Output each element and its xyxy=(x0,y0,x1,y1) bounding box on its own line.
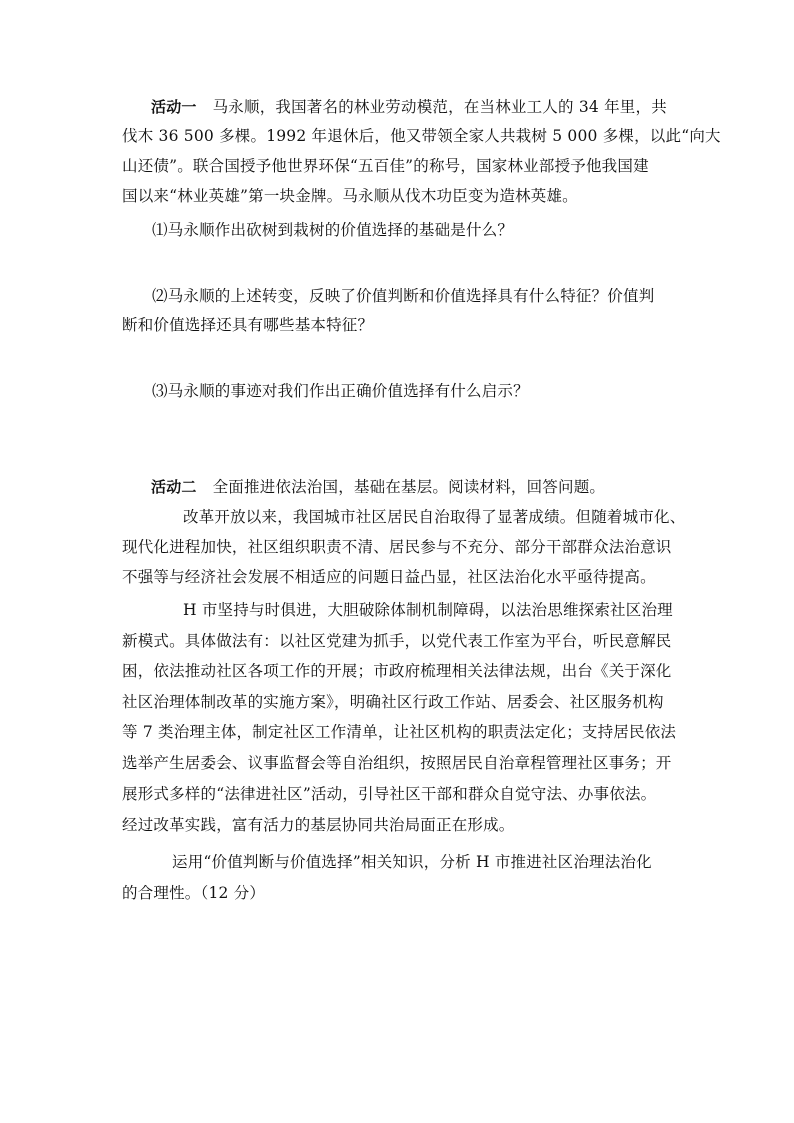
activity2-para1-line-3: 不强等与经济社会发展不相适应的问题日益凸显，社区法治化水平亟待提高。 xyxy=(122,568,656,586)
activity1-question-2-line-2: 断和价值选择还具有哪些基本特征？ xyxy=(122,316,374,334)
activity2-label: 活动二 xyxy=(151,478,197,496)
activity1-text-line-3: 山还债”。联合国授予他世界环保“五百佳”的称号，国家林业部授予他我国建 xyxy=(122,157,649,175)
activity2-para2-line-1: H 市坚持与时俱进，大胆破除体制机制障碍，以法治思维探索社区治理 xyxy=(183,601,673,619)
activity1-question-2-line-1: ⑵马永顺的上述转变，反映了价值判断和价值选择具有什么特征？价值判 xyxy=(152,287,655,305)
activity2-para2-line-6: 选举产生居委会、议事监督会等自治组织，按照居民自治章程管理社区事务；开 xyxy=(122,754,672,772)
activity2-intro: 全面推进依法治国，基础在基层。阅读材料，回答问题。 xyxy=(212,478,606,496)
activity1-question-3: ⑶马永顺的事迹对我们作出正确价值选择有什么启示？ xyxy=(152,382,529,400)
activity2-question-line-1: 运用“价值判断与价值选择”相关知识，分析 H 市推进社区治理法治化 xyxy=(172,853,652,871)
activity2-para2-line-5: 等 7 类治理主体，制定社区工作清单，让社区机构的职责法定化；支持居民依法 xyxy=(122,723,677,741)
activity1-text-line-2: 伐木 36 500 多棵。1992 年退休后，他又带领全家人共栽树 5 000 多棵，以此“向大 xyxy=(122,127,721,145)
activity1-label: 活动一 xyxy=(151,98,197,116)
activity1-text-line-4: 国以来“林业英雄”第一块金牌。马永顺从伐木功臣变为造林英雄。 xyxy=(122,187,578,205)
activity2-para2-line-2: 新模式。具体做法有：以社区党建为抓手，以党代表工作室为平台，听民意解民 xyxy=(122,632,672,650)
activity1-text-line-1: 马永顺，我国著名的林业劳动模范，在当林业工人的 34 年里，共 xyxy=(212,98,667,116)
activity2-para2-line-4: 社区治理体制改革的实施方案》，明确社区行政工作站、居委会、社区服务机构 xyxy=(122,693,664,711)
activity1-first-line xyxy=(151,97,667,117)
activity2-para2-line-3: 困，依法推动社区各项工作的开展；市政府梳理相关法律法规，出台《关于深化 xyxy=(122,662,672,680)
activity2-para2-line-7: 展形式多样的“法律进社区”活动，引导社区干部和群众自觉守法、办事依法。 xyxy=(122,785,657,803)
activity2-para2-line-8: 经过改革实践，富有活力的基层协同共治局面正在形成。 xyxy=(122,816,515,834)
activity2-para1-line-2: 现代化进程加快，社区组织职责不清、居民参与不充分、部分干部群众法治意识 xyxy=(122,538,672,556)
activity2-question-line-2: 的合理性。（12 分） xyxy=(122,884,266,902)
activity2-para1-line-1: 改革开放以来，我国城市社区居民自治取得了显著成绩。但随着城市化、 xyxy=(183,508,686,526)
activity2-first-line xyxy=(151,477,605,497)
activity1-question-1: ⑴马永顺作出砍树到栽树的价值选择的基础是什么？ xyxy=(152,221,514,239)
